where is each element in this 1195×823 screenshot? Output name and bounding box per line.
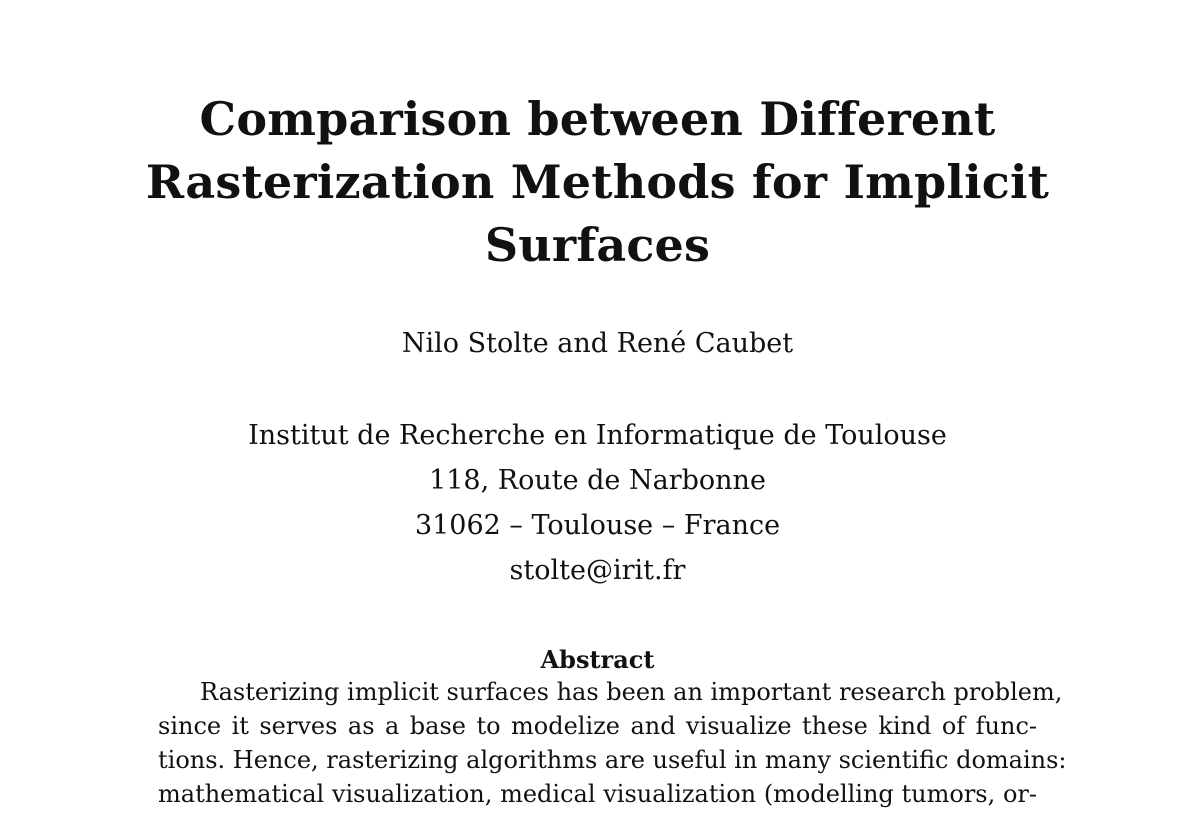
abstract-body (158, 675, 1067, 811)
abstract-line-4: mathematical visualization, medical visualization (modelling tumors, or- (158, 780, 1037, 808)
abstract-heading: Abstract (540, 645, 655, 674)
abstract-line-1: Rasterizing implicit surfaces has been an important research problem, (200, 678, 1063, 706)
city-postcode-country: 31062 – Toulouse – France (414, 510, 781, 541)
title-line-2: Rasterization Methods for Implicit (145, 155, 1050, 209)
abstract-line-3: tions. Hence, rasterizing algorithms are useful in many scientific domains: (158, 746, 1067, 774)
abstract-line-2: since it serves as a base to modelize and visualize these kind of func- (158, 712, 1037, 740)
title-line-1: Comparison between Different (199, 92, 996, 146)
street-address: 118, Route de Narbonne (429, 465, 766, 496)
authors: Nilo Stolte and René Caubet (401, 328, 794, 359)
institute-name: Institut de Recherche en Informatique de Toulouse (248, 420, 947, 451)
paper-title (0, 88, 1195, 277)
email-address: stolte@irit.fr (509, 555, 686, 586)
affiliation-block (0, 413, 1195, 593)
title-line-3: Surfaces (484, 218, 711, 272)
